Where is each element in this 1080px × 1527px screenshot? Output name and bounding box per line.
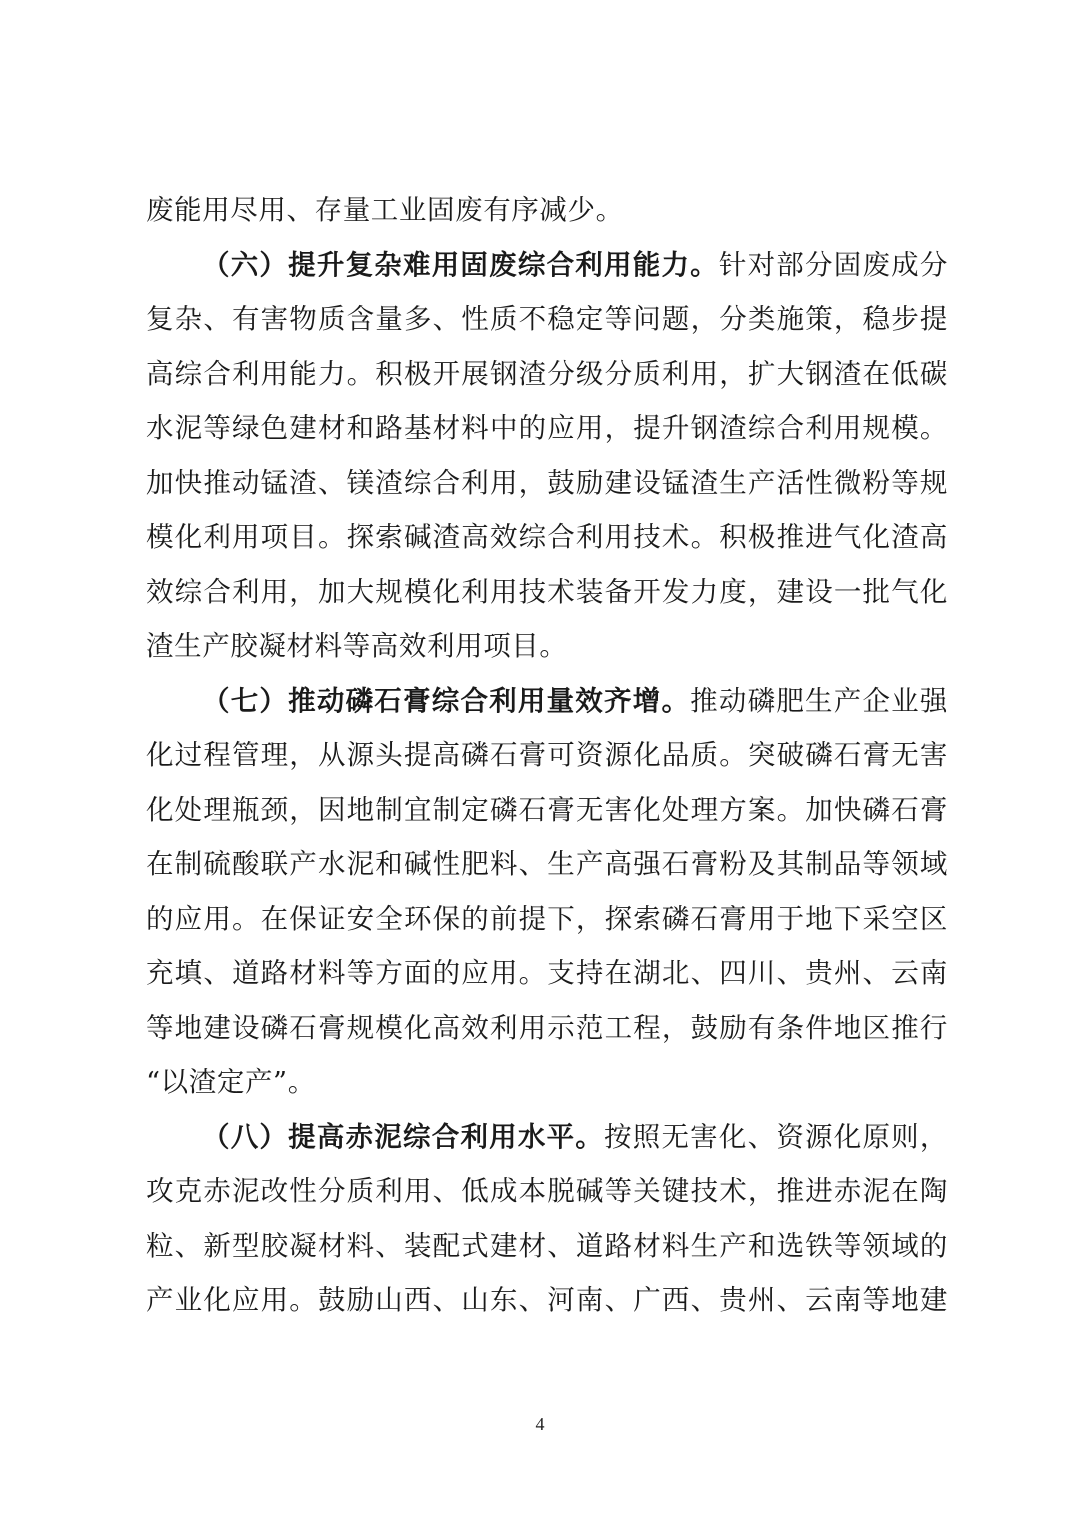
text-line: 的应用。在保证安全环保的前提下，探索磷石膏用于地下采空区 — [146, 902, 948, 935]
text-line: 高综合利用能力。积极开展钢渣分级分质利用，扩大钢渣在低碳 — [146, 357, 948, 390]
text-line: 产业化应用。鼓励山西、山东、河南、广西、贵州、云南等地建 — [146, 1284, 948, 1316]
section-8-first-line — [146, 1110, 948, 1165]
section-heading: （七）推动磷石膏综合利用量效齐增。 — [202, 684, 691, 717]
text-run: 按照无害化、资源化原则， — [604, 1120, 949, 1153]
text-line: 化处理瓶颈，因地制宜制定磷石膏无害化处理方案。加快磷石膏 — [146, 793, 948, 826]
text-line: 渣生产胶凝材料等高效利用项目。 — [146, 630, 568, 662]
text-line: 粒、新型胶凝材料、装配式建材、道路材料生产和选铁等领域的 — [146, 1229, 948, 1262]
text-line: 水泥等绿色建材和路基材料中的应用，提升钢渣综合利用规模。 — [146, 412, 948, 444]
text-line: 废能用尽用、存量工业固废有序减少。 — [146, 194, 624, 226]
text-line: 攻克赤泥改性分质利用、低成本脱碱等关键技术，推进赤泥在陶 — [146, 1175, 948, 1207]
text-run: 针对部分固废成分 — [718, 248, 948, 281]
text-line: 化过程管理，从源头提高磷石膏可资源化品质。突破磷石膏无害 — [146, 739, 948, 771]
text-line: 等地建设磷石膏规模化高效利用示范工程，鼓励有条件地区推行 — [146, 1011, 948, 1044]
text-line: 在制硫酸联产水泥和碱性肥料、生产高强石膏粉及其制品等领域 — [146, 848, 948, 880]
text-line: 模化利用项目。探索碱渣高效综合利用技术。积极推进气化渣高 — [146, 521, 948, 553]
text-line: 复杂、有害物质含量多、性质不稳定等问题，分类施策，稳步提 — [146, 303, 948, 335]
text-line: “以渣定产”。 — [146, 1066, 316, 1098]
text-line: 加快推动锰渣、镁渣综合利用，鼓励建设锰渣生产活性微粉等规 — [146, 466, 948, 499]
section-7-first-line — [146, 674, 948, 729]
section-heading: （八）提高赤泥综合利用水平。 — [202, 1120, 605, 1153]
text-line: 效综合利用，加大规模化利用技术装备开发力度，建设一批气化 — [146, 575, 948, 608]
document-body — [146, 183, 948, 1328]
section-6-first-line — [146, 238, 948, 293]
section-heading: （六）提升复杂难用固废综合利用能力。 — [202, 248, 719, 281]
page-number: 4 — [535, 1414, 545, 1434]
text-run: 推动磷肥生产企业强 — [690, 684, 948, 717]
text-line: 充填、道路材料等方面的应用。支持在湖北、四川、贵州、云南 — [146, 957, 948, 989]
